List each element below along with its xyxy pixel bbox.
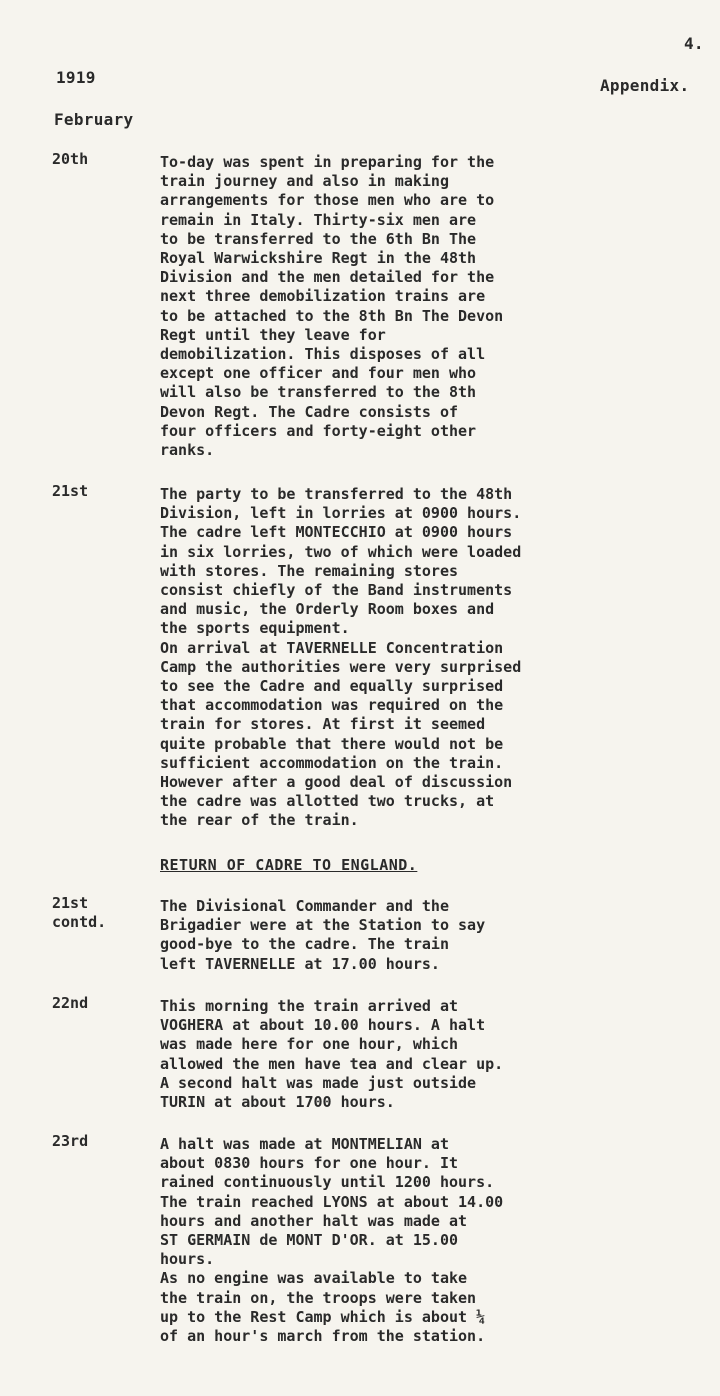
text-line: except one officer and four men who <box>160 364 477 383</box>
entry-date: 20th <box>52 150 89 168</box>
text-line: The Divisional Commander and the <box>160 897 449 915</box>
text-line: Royal Warwickshire Regt in the 48th <box>160 249 477 268</box>
text-line: and music, the Orderly Room boxes and <box>160 600 495 619</box>
text-line: was made here for one hour, which <box>160 1035 459 1054</box>
text-line: As no engine was available to take <box>160 1269 468 1288</box>
text-line: quite probable that there would not be <box>160 734 504 753</box>
text-line: hours. <box>160 1250 215 1269</box>
entry-text <box>160 897 696 974</box>
text-line: will also be transferred to the 8th <box>160 383 477 402</box>
text-line: to see the Cadre and equally surprised <box>160 677 504 696</box>
entry-date: 23rd <box>52 1132 89 1150</box>
text-line: the sports equipment. <box>160 619 350 638</box>
page-number: 4. <box>684 34 704 53</box>
text-line: A halt was made at MONTMELIAN at <box>160 1135 449 1153</box>
text-line: Regt until they leave for <box>160 325 386 344</box>
year: 1919 <box>56 68 96 87</box>
text-line: The train reached LYONS at about 14.00 <box>160 1192 504 1211</box>
text-line: Camp the authorities were very surprised <box>160 657 522 676</box>
text-line: to be transferred to the 6th Bn The <box>160 229 477 248</box>
text-line: To-day was spent in preparing for the <box>160 153 495 171</box>
text-line: The cadre left MONTECCHIO at 0900 hours <box>160 523 513 542</box>
entry-text <box>160 153 696 460</box>
entry-date: 21st contd. <box>52 894 107 931</box>
text-line: sufficient accommodation on the train. <box>160 753 504 772</box>
text-line: Division, left in lorries at 0900 hours. <box>160 504 522 523</box>
text-line: allowed the men have tea and clear up. <box>160 1054 504 1073</box>
text-line: four officers and forty-eight other <box>160 421 477 440</box>
text-line: with stores. The remaining stores <box>160 561 459 580</box>
text-line: TURIN at about 1700 hours. <box>160 1093 395 1112</box>
text-line: Brigadier were at the Station to say <box>160 916 486 935</box>
text-line: up to the Rest Camp which is about ¼ <box>160 1307 486 1326</box>
text-line: train for stores. At first it seemed <box>160 715 486 734</box>
text-line: to be attached to the 8th Bn The Devon <box>160 306 504 325</box>
text-line: Division and the men detailed for the <box>160 268 495 287</box>
text-line: ST GERMAIN de MONT D'OR. at 15.00 <box>160 1231 459 1250</box>
text-line: train journey and also in making <box>160 172 449 191</box>
text-line: that accommodation was required on the <box>160 696 504 715</box>
entry-text <box>160 485 696 831</box>
text-line: hours and another halt was made at <box>160 1211 468 1230</box>
entry-text <box>160 997 696 1112</box>
month: February <box>54 110 134 129</box>
entry-text <box>160 1135 696 1346</box>
text-line: in six lorries, two of which were loaded <box>160 542 522 561</box>
text-line: On arrival at TAVERNELLE Concentration <box>160 638 504 657</box>
entry-date: 22nd <box>52 994 89 1012</box>
text-line: VOGHERA at about 10.00 hours. A halt <box>160 1016 486 1035</box>
appendix-label: Appendix. <box>600 76 690 95</box>
text-line: left TAVERNELLE at 17.00 hours. <box>160 954 440 973</box>
text-line: arrangements for those men who are to <box>160 191 495 210</box>
text-line: next three demobilization trains are <box>160 287 486 306</box>
text-line: good-bye to the cadre. The train <box>160 935 449 954</box>
text-line: rained continuously until 1200 hours. <box>160 1173 495 1192</box>
entry-date: 21st <box>52 482 89 500</box>
text-line: consist chiefly of the Band instruments <box>160 581 513 600</box>
text-line: the cadre was allotted two trucks, at <box>160 792 495 811</box>
text-line: about 0830 hours for one hour. It <box>160 1154 459 1173</box>
text-line: remain in Italy. Thirty-six men are <box>160 210 477 229</box>
text-line: the train on, the troops were taken <box>160 1288 477 1307</box>
text-line: ranks. <box>160 441 215 460</box>
text-line: Devon Regt. The Cadre consists of <box>160 402 459 421</box>
text-line: demobilization. This disposes of all <box>160 345 486 364</box>
text-line: However after a good deal of discussion <box>160 773 513 792</box>
section-heading: RETURN OF CADRE TO ENGLAND. <box>160 856 418 874</box>
text-line: A second halt was made just outside <box>160 1073 477 1092</box>
text-line: of an hour's march from the station. <box>160 1327 486 1346</box>
text-line: This morning the train arrived at <box>160 997 459 1015</box>
text-line: the rear of the train. <box>160 811 359 830</box>
text-line: The party to be transferred to the 48th <box>160 485 513 503</box>
